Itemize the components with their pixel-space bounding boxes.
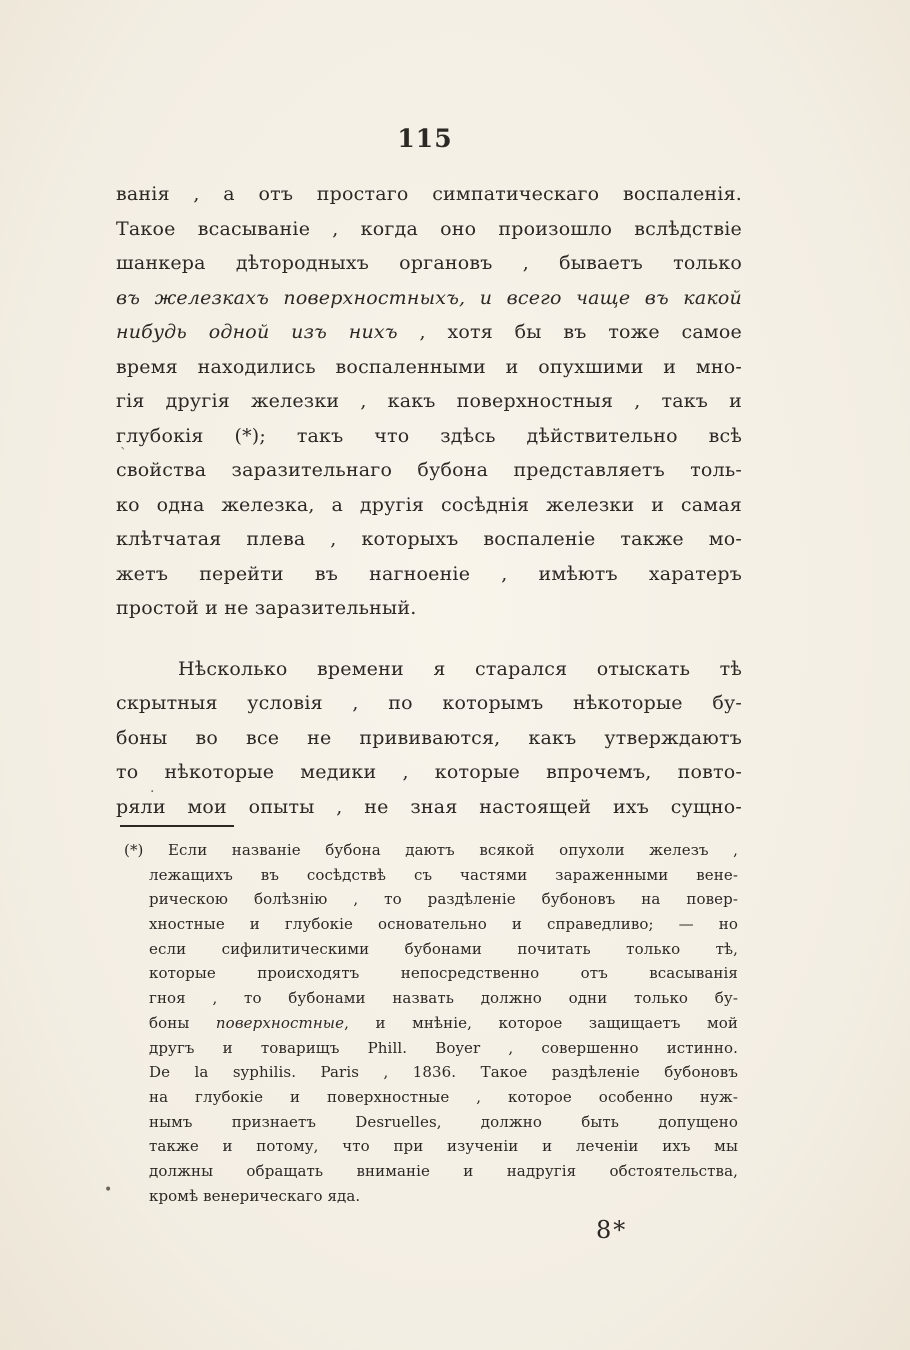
text-line: ко одна железка, а другія сосѣднія железки и самая xyxy=(116,493,742,516)
text-line: время находились воспаленными и опухшими и мно- xyxy=(116,355,742,378)
footnote-line: лежащихъ въ сосѣдствѣ съ частями зараженными вене- xyxy=(149,865,738,884)
margin-mark: ` xyxy=(120,446,127,462)
page-number: 115 xyxy=(397,124,453,153)
text-line xyxy=(116,281,742,316)
text-line: боны во все не прививаются, какъ утверждаютъ xyxy=(116,726,742,749)
footnote-line: на глубокіе и поверхностные , которое особенно нуж- xyxy=(149,1087,738,1106)
text-line: жетъ перейти въ нагноеніе , имѣютъ харатеръ xyxy=(116,562,742,585)
footnote-line: (*) Если названіе бубона даютъ всякой опухоли железъ , xyxy=(124,841,738,859)
text-line: Нѣсколько времени я старался отыскать тѣ xyxy=(178,657,742,680)
footnote-line: гноя , то бубонами назвать должно одни только бу- xyxy=(149,989,738,1008)
text-line xyxy=(116,315,742,350)
text-line: свойства заразительнаго бубона представляетъ толь- xyxy=(116,459,742,481)
italic-phrase: поверхностные xyxy=(215,1013,345,1032)
text-line: шанкера дѣтородныхъ органовъ , бываетъ только xyxy=(116,252,742,274)
footnote xyxy=(124,838,738,1208)
text-line: ряли мои опыты , не зная настоящей ихъ сущно- xyxy=(116,795,742,818)
italic-phrase: нибудь одной изъ нихъ xyxy=(116,321,398,343)
signature-mark: 8* xyxy=(596,1216,628,1244)
footnote-line: хностные и глубокіе основательно и справедливо; — но xyxy=(149,915,738,934)
footnote-line xyxy=(124,1011,738,1036)
footnote-rule xyxy=(120,825,234,827)
footnote-line: должны обращать вниманіе и надругія обстоятельства, xyxy=(149,1161,738,1180)
text-line: простой и не заразительный. xyxy=(116,597,417,619)
text-line: клѣтчатая плева , которыхъ воспаленіе также мо- xyxy=(116,528,742,550)
footnote-line: кромѣ венерическаго яда. xyxy=(149,1186,361,1205)
text-line: ванія , а отъ простаго симпатическаго воспаленія. xyxy=(116,183,742,205)
footnote-line: если сифилитическими бубонами почитать только тѣ, xyxy=(149,939,738,958)
text-fragment: боны xyxy=(149,1013,216,1032)
main-text xyxy=(116,177,742,824)
margin-mark: • xyxy=(104,1182,113,1198)
footnote-line: другъ и товарищъ Phill. Boyer , совершенно истинно. xyxy=(149,1038,738,1057)
text-fragment: , и мнѣніе, которое защищаетъ мой xyxy=(344,1013,738,1032)
footnote-line: рическою болѣзнію , то раздѣленіе бубоновъ на повер- xyxy=(149,890,738,909)
text-line: то нѣкоторые медики , которые впрочемъ, повто- xyxy=(116,761,742,783)
italic-phrase: въ железкахъ поверхностныхъ, и всего чаще въ какой xyxy=(116,286,742,309)
footnote-line: также и потому, что при изученіи и леченіи ихъ мы xyxy=(149,1137,738,1156)
text-line: Такое всасываніе , когда оно произошло вслѣдствіе xyxy=(116,217,742,240)
footnote-line: которые происходятъ непосредственно отъ всасыванія xyxy=(149,964,738,983)
text-line: скрытныя условія , по которымъ нѣкоторые бу- xyxy=(116,692,742,714)
text-line: гія другія железки , какъ поверхностныя , такъ и xyxy=(116,390,742,412)
paragraph-gap xyxy=(116,626,742,652)
footnote-line: нымъ признаетъ Desruelles, должно быть допущено xyxy=(149,1112,738,1131)
text-fragment: , хотя бы въ тоже самое xyxy=(419,321,742,343)
footnote-line: De la syphilis. Paris , 1836. Такое раздѣленіе бубоновъ xyxy=(149,1063,738,1082)
text-line: глубокія (*); такъ что здѣсь дѣйствительно всѣ xyxy=(116,424,742,447)
margin-mark: . xyxy=(150,780,155,796)
